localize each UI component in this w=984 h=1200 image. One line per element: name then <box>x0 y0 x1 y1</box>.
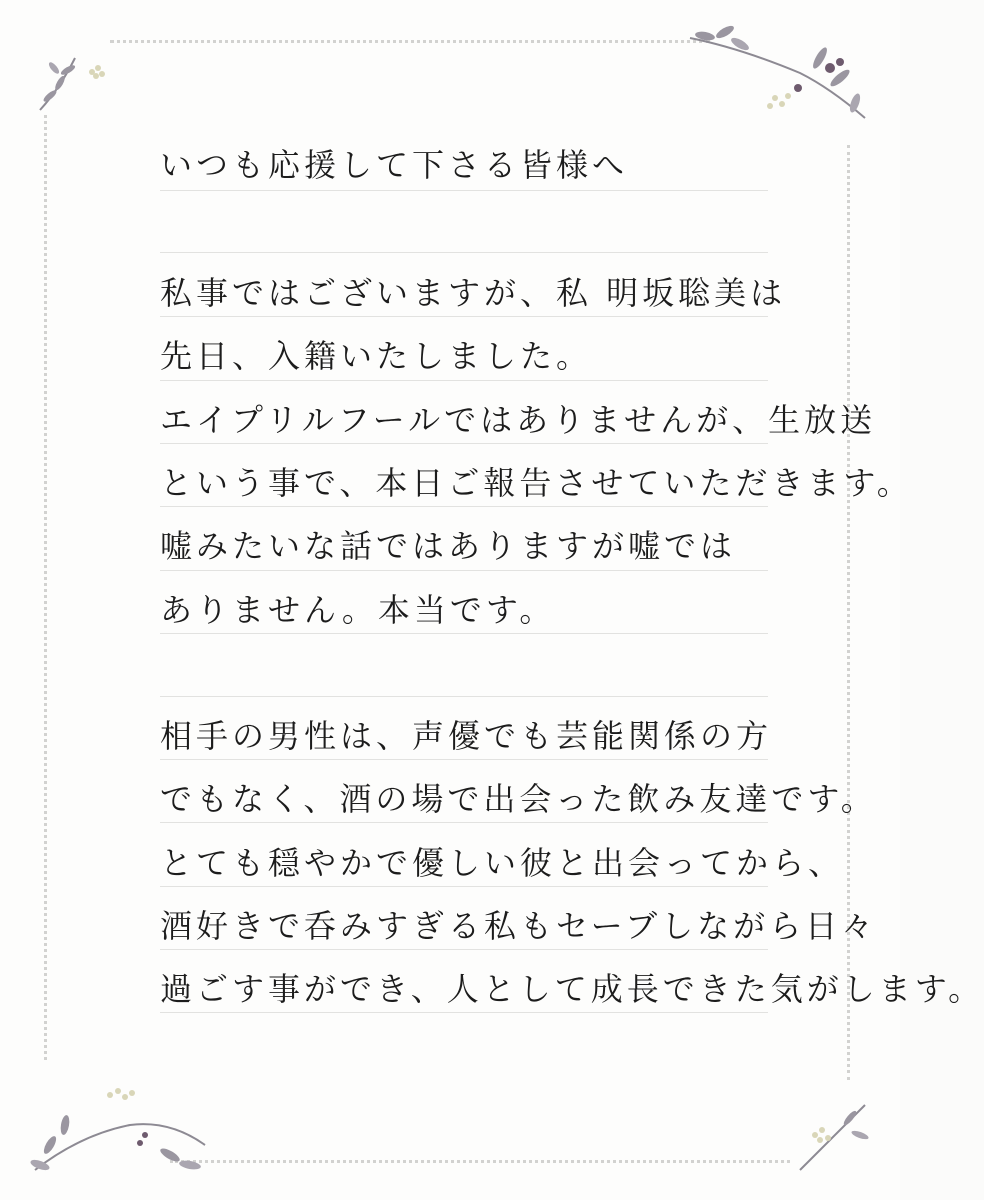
ruled-line <box>160 443 768 444</box>
floral-branch-icon <box>30 38 120 118</box>
letter-line: とても穏やかで優しい彼と出会ってから、 <box>160 844 845 882</box>
ruled-line <box>160 759 768 760</box>
frame-border-bottom <box>170 1160 790 1163</box>
ruled-line <box>160 886 768 887</box>
letter-line: でもなく、酒の場で出会った飲み友達です。 <box>160 780 877 818</box>
letter-line: 過ごす事ができ、人として成長できた気がします。 <box>160 970 984 1008</box>
floral-branch-icon <box>680 18 880 128</box>
floral-branch-icon <box>790 1090 880 1180</box>
letter-line: 私事ではございますが、私 明坂聡美は <box>160 274 787 312</box>
frame-border-top <box>110 40 710 43</box>
letter-line: ありません。本当です。 <box>160 591 556 629</box>
letter-line: 嘘みたいな話ではありますが嘘では <box>160 527 737 565</box>
ruled-line <box>160 316 768 317</box>
letter-line: 酒好きで呑みすぎる私もセーブしながら日々 <box>160 907 878 945</box>
ruled-line <box>160 506 768 507</box>
letter-line: 相手の男性は、声優でも芸能関係の方 <box>160 717 773 755</box>
ruled-line <box>160 252 768 253</box>
ruled-line <box>160 633 768 634</box>
letter-line: 先日、入籍いたしました。 <box>160 337 593 375</box>
letter-line: という事で、本日ご報告させていただきます。 <box>160 464 913 502</box>
frame-border-left <box>44 115 47 1060</box>
letter-line: エイプリルフールではありませんが、生放送 <box>160 401 877 439</box>
ruled-line <box>160 570 768 571</box>
ruled-line <box>160 949 768 950</box>
letter-greeting: いつも応援して下さる皆様へ <box>160 146 629 184</box>
ruled-line <box>160 822 768 823</box>
floral-branch-icon <box>20 1065 220 1185</box>
ruled-line <box>160 190 768 191</box>
ruled-line <box>160 380 768 381</box>
ruled-line <box>160 1012 768 1013</box>
ruled-line <box>160 696 768 697</box>
